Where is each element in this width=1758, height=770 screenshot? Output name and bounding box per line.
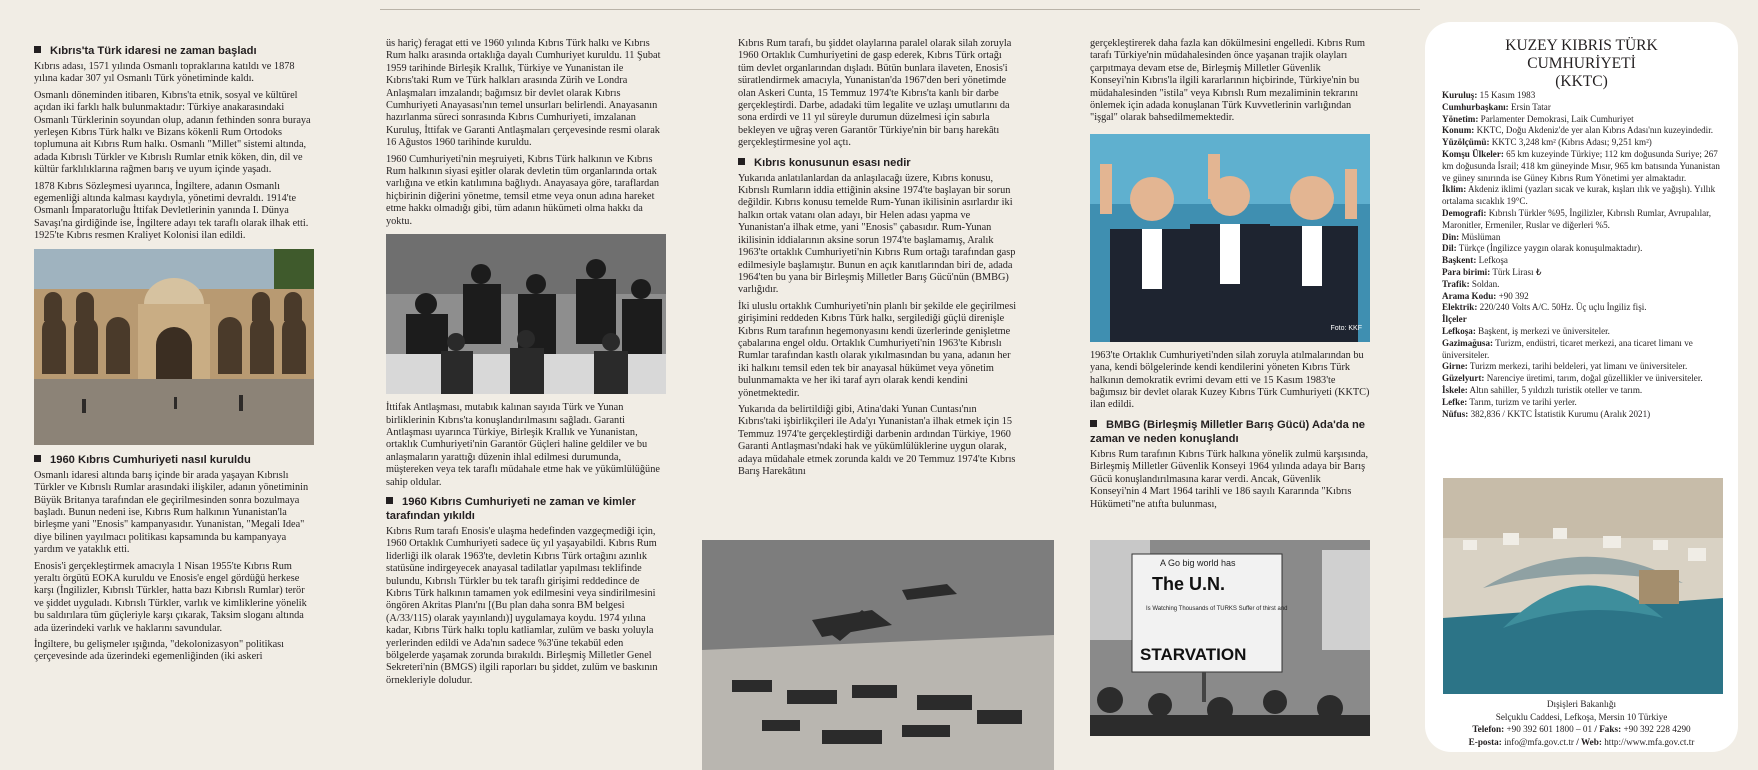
address: Selçuklu Caddesi, Lefkoşa, Mersin 10 Türkiye	[1495, 711, 1668, 722]
fact-row	[1442, 102, 1722, 114]
bullet-square-icon	[34, 455, 41, 462]
fact-row	[1442, 114, 1722, 126]
fact-label: İskele:	[1442, 384, 1468, 395]
photo-leaders-waving	[1090, 134, 1370, 342]
paragraph: Kıbrıs adası, 1571 yılında Osmanlı topraklarına katıldı ve 1878 yılına kadar 307 yıl Osmanlı Türk yönetiminde kaldı.	[34, 61, 295, 85]
fact-label: Elektrik:	[1442, 302, 1478, 313]
paragraph: Osmanlı idaresi altında barış içinde bir arada yaşayan Kıbrıslı Türkler ve Kıbrıslı Rumlar arasındaki ilişkiler, adanın yönetiminin Büyük Britanya tarafından ele geçirilmesinden sonra bozulmaya başladı. Bunun nedeni ise, Kıbrıs Rum halkının Yunanistan'la birleşme yani "Enosis" kampanyasıdır. Yunanistan, "Megali Idea" diye bilinen yayılmacı politikası kapsamında bu kampanyaya yardım ve yataklık etti.	[34, 469, 309, 556]
sign-starvation-text: STARVATION	[1140, 645, 1247, 664]
sign-middle-text: Is Watching Thousands of TURKS Suffer of thirst and	[1146, 606, 1288, 612]
fact-row	[1442, 137, 1722, 149]
paragraph: gerçekleştirerek daha fazla kan dökülmesini engelledi. Kıbrıs Rum tarafı Türkiye'nin müdahalesinden önce yaşanan trajik olayları çarpıtmaya devam etse de, Birleşmiş Milletler Güvenlik Konseyi'nin Kıbrıs'la ilgili kararlarının hiçbirinde, Türkiye'nin bu müdahalesinden "istila" veya Kıbrıslı Rum mezaliminin tekrarını önlemek için adada konuşlanan Türk Kuvvetlerinin varlığından "işgal" olarak bahsedilmemektedir.	[1090, 38, 1366, 124]
paragraph: üs hariç) feragat etti ve 1960 yılında Kıbrıs Türk halkı ve Kıbrıs Rum halkı arasında ortaklığa dayalı Cumhuriyet kuruldu. 11 Şubat 1959 tarihinde Birleşik Krallık, Türkiye ve Yunanistan ile Kıbrıs'taki Rum ve Türk halkları arasında Zürih ve Londra Anlaşmaları imzalandı; bağımsız bir devlet olarak Kıbrıs Cumhuriyeti Anayasası'nın temel unsurları belirlendi. Anayasanın hazırlanma süreci sonrasında Kıbrıs Cumhuriyeti, imzalanan Kuruluş, İttifak ve Garanti Antlaşmaları çerçevesinde resmi olarak 16 Ağustos 1960 tarihinde kuruldu.	[386, 38, 661, 149]
paragraph: Kıbrıs Rum tarafı Enosis'e ulaşma hedefinden vazgeçmediği için, 1960 Ortaklık Cumhuriyeti sadece üç yıl yaşayabildi. Kıbrıs Rum liderliği ilk olarak 1963'te, devletin Kıbrıs Türk ortağını azınlık statüsüne indirgeyecek anayasal tadilatlar yapılması teklifinde bulundu, Kıbrıslı Türkler bu tek taraflı girişimi reddedince de Kıbrıs Türk halkının tamamen yok edilmesini veya sindirilmesini öngören Akritas Planı'nı [(Bu plan daha sonra BM belgesi (A/33/115) olarak yayınlandı)] uygulamaya koydu. 1974 yılına kadar, Kıbrıs Türk halkı toplu katliamlar, zulüm ve baskı yoluyla yerlerinden edildi ve Ada'nın sadece %3'üne tekabül eden bölgelerde yaşamak zorunda bırakıldı. Birleşmiş Milletler Genel Sekreteri'nin (BMGS) ilgili raporları bu şiddet, zulüm ve baskının örnekleriyle doludur.	[386, 525, 658, 686]
fact-label: Para birimi:	[1442, 266, 1491, 277]
top-rule	[380, 9, 1420, 10]
fact-label: Konum:	[1442, 125, 1475, 136]
fact-label: Trafik:	[1442, 278, 1470, 289]
paragraph: Yukarıda da belirtildiği gibi, Atina'daki Yunan Cuntası'nın Kıbrıs'taki işbirlikçileri ile Ada'yı Yunanistan'a ilhak etmek için 15 Temmuz 1974'te gerçekleştirdiği darbenin ardından Türkiye, 1960 Garanti Antlaşması'ndaki hak ve yükümlülüklerine uygun olarak, adaya müdahale etmek zorunda kaldı ve 20 Temmuz 1974'te Kıbrıs Barış Harekâtını	[738, 403, 1016, 477]
fact-row	[1442, 208, 1722, 232]
paragraph: Yukarıda anlatılanlardan da anlaşılacağı üzere, Kıbrıs konusu, Kıbrıslı Rumların iddia ettiğinin aksine 1974'te başlayan bir sorun değildir. Kıbrıs konusu temelde Rum-Yunan ikilisinin asırlardır iki halkın ortak vatanı olan adayı, bir Helen adası yapma ve Yunanistan'a ilhak etme, yani "Enosis" çabasıdır. Rum-Yunan ikilisinin iddialarının aksine sorun 1974'te başlamamış, Aralık 1963'te ortaklık Cumhuriyeti'nin Kıbrıs Rum ortağı tarafından gasp edilmesiyle başlamıştır. Bunun en açık kanıtlarından biri de, adada 1964'ten bu yana bir Birleşmiş Milletler Barış Gücü'nün (BMBG) varlığıdır.	[738, 172, 1016, 296]
fact-value: KKTC, Doğu Akdeniz'de yer alan Kıbrıs Adası'nın kuzeyindedir.	[1476, 125, 1714, 136]
paragraph: 1963'te Ortaklık Cumhuriyeti'nden silah zoruyla atılmalarından bu yana, kendi bölgelerinde kendi kendilerini yöneten Kıbrıs Türk halkının demokratik evrimi devam etti ve 15 Kasım 1983'te bağımsız bir devlet olarak Kuzey Kıbrıs Türk Cumhuriyeti (KKTC) ilan edildi.	[1090, 349, 1370, 411]
section-heading: Kıbrıs konusunun esası nedir	[738, 156, 1020, 170]
section-heading: Kıbrıs'ta Türk idaresi ne zaman başladı	[34, 44, 314, 58]
fact-value: 382,836 / KKTC İstatistik Kurumu (Aralık 2021)	[1470, 408, 1651, 419]
fact-value: Turizm merkezi, tarihi beldeleri, yat limanı ve üniversiteler.	[1469, 361, 1688, 372]
bullet-square-icon	[386, 497, 393, 504]
fact-value: Türkçe (İngilizce yaygın olarak konuşulmaktadır).	[1458, 243, 1643, 254]
paragraph: İngiltere, bu gelişmeler ışığında, "dekolonizasyon" politikası çerçevesinde ada üzerindeki egemenliğinden (iki askeri	[34, 638, 285, 663]
column-4	[1090, 38, 1372, 515]
fact-value: Lefkoşa	[1478, 255, 1508, 266]
fact-row	[1442, 373, 1722, 385]
photo-kyrenia-harbour	[1443, 478, 1723, 694]
fact-list	[1442, 90, 1722, 420]
fact-label: Başkent:	[1442, 255, 1477, 266]
fact-label: Nüfus:	[1442, 408, 1469, 419]
fact-row	[1442, 338, 1722, 362]
fact-label: Kuruluş:	[1442, 90, 1478, 100]
section-heading: 1960 Kıbrıs Cumhuriyeti ne zaman ve kimler tarafından yıkıldı	[386, 495, 636, 522]
fact-value: Parlamenter Demokrasi, Laik Cumhuriyet	[1480, 113, 1634, 124]
fact-label: İlçeler	[1442, 314, 1467, 325]
fact-row	[1442, 232, 1722, 244]
fact-row	[1442, 385, 1722, 397]
fact-value: Ersin Tatar	[1511, 101, 1551, 112]
photo-1974-landing-beach	[702, 540, 1054, 770]
paragraph: 1878 Kıbrıs Sözleşmesi uyarınca, İngiltere, adanın Osmanlı egemenliği altında kalması kaydıyla, yönetimi devraldı. 1914'te Osmanlı İmparatorluğu İttifak Devletlerinin yanında I. Dünya Savaşı'na girdiğinde ise, İngiltere adayı tek taraflı olarak ilhak etti. 1925'te Kıbrıs resmen Kraliyet Kolonisi ilan edildi.	[34, 180, 309, 242]
fact-label: Lefkoşa:	[1442, 325, 1476, 336]
fact-value: KKTC 3,248 km² (Kıbrıs Adası; 9,251 km²)	[1491, 137, 1652, 148]
fact-value: 15 Kasım 1983	[1479, 90, 1536, 100]
panel-title: KUZEY KIBRIS TÜRK CUMHURİYETİ (KKTC)	[1505, 37, 1658, 90]
section-heading: BMBG (Birleşmiş Milletler Barış Gücü) Ada'da ne zaman ve neden konuşlandı	[1090, 418, 1365, 445]
fact-row	[1442, 255, 1722, 267]
section-heading: 1960 Kıbrıs Cumhuriyeti nasıl kuruldu	[34, 453, 314, 467]
fact-row	[1442, 243, 1722, 255]
web-link[interactable]: http://www.mfa.gov.ct.tr	[1604, 736, 1695, 747]
sign-un-text: The U.N.	[1152, 574, 1226, 594]
fact-value: Altın sahiller, 5 yıldızlı turistik oteller ve tarım.	[1469, 384, 1643, 395]
paragraph: Enosis'i gerçekleştirmek amacıyla 1 Nisan 1955'te Kıbrıs Rum yeraltı örgütü EOKA kuruldu ve Enosis'e engel gördüğü herkese karşı (İngilizler, Kıbrıslı Türkler, hatta bazı Kıbrıslı Rumlar) terör ve şiddet uyguladı. Kıbrıslı Türkler, varlık ve kimliklerine yönelik bu saldırılara tüm güçleriyle karşı çıkarak, Taksim sloganı altında ada üzerindeki varlık ve haklarını savundular.	[34, 560, 307, 634]
fact-value: +90 392	[1498, 290, 1529, 301]
fact-value: Akdeniz iklimi (yazları sıcak ve kurak, kışları ılık ve yağışlı). Yıllık ortalama sıcaklık 19°C.	[1442, 184, 1716, 207]
fact-label: Arama Kodu:	[1442, 290, 1497, 301]
paragraph: Kıbrıs Rum tarafı, bu şiddet olaylarına paralel olarak silah zoruyla 1960 Ortaklık Cumhuriyetini de gasp ederek, Kıbrıs Türk ortağı tüm devlet organlarından dışladı. Bütün bunlara ilaveten, Enosis'i süratlendirmek amacıyla, Yunanistan'da 1967'den beri yönetimde olan Askeri Cunta, 15 Temmuz 1974'te Kıbrıs'ta kanlı bir darbe gerçekleştirdi. Darbe, adadaki tüm legalite ve uzlaşı umutlarını da sona erdirdi ve 11 yıl süreyle durumun düzelmesi için sabırla bekleyen ve uğraş veren Garantör Türkiye'nin bir barış harekâtı gerçekleştirmesine yol açtı.	[738, 38, 1012, 149]
fact-label: Lefke:	[1442, 396, 1468, 407]
fact-value: Narenciye üretimi, tarım, doğal güzellikler ve üniversiteler.	[1486, 373, 1703, 384]
fact-value: Turizm, endüstri, ticaret merkezi, ana ticaret limanı ve üniversiteler.	[1442, 337, 1693, 360]
fact-row	[1442, 314, 1722, 326]
email-link[interactable]: info@mfa.gov.ct.tr	[1504, 736, 1574, 747]
fact-label: Girne:	[1442, 361, 1468, 372]
fact-row	[1442, 361, 1722, 373]
fact-value: Tarım, turizm ve tarihi yerler.	[1469, 396, 1577, 407]
column-1	[34, 38, 314, 668]
kktc-fact-panel	[1425, 22, 1738, 752]
fact-value: Başkent, iş merkezi ve üniversiteler.	[1478, 325, 1610, 336]
fact-label: Yüzölçümü:	[1442, 137, 1490, 148]
fact-value: Müslüman	[1461, 231, 1501, 242]
photo-starvation-protest	[1090, 540, 1370, 736]
fact-row	[1442, 397, 1722, 409]
fact-label: İklim:	[1442, 184, 1467, 195]
fact-label: Yönetim:	[1442, 113, 1479, 124]
paragraph: İttifak Antlaşması, mutabık kalınan sayıda Türk ve Yunan birliklerinin Kıbrıs'ta konuşlandırılmasını sağladı. Garanti Antlaşması uyarınca Türkiye, Birleşik Krallık ve Yunanistan, ortaklık Cumhuriyeti'nin Garantör Güçleri haline geldiler ve bu anlaşmaların yarattığı düzenin ihlal edilmesi durumunda, müştereken veya tek taraflı müdahale etme hak ve yükümlülüğüne sahip oldular.	[386, 402, 660, 488]
sign-top-text: A Go big world has	[1160, 558, 1236, 568]
paragraph: 1960 Cumhuriyeti'nin meşruiyeti, Kıbrıs Türk halkının ve Kıbrıs Rum halkının siyasi eşitler olarak devletin tüm organlarında ortak varlığına ve etkin katılımına bağlıydı. Anayasaya göre, taraflardan hiçbirinin diğerini yönetme, temsil etme veya onun adına hareket etme hakkı olmadığı gibi, tüm adanın hükümeti olma hakkı da yoktu.	[386, 153, 660, 227]
bullet-square-icon	[738, 158, 745, 165]
fact-value: 65 km kuzeyinde Türkiye; 112 km doğusunda Suriye; 267 km doğusunda İsrail; 418 km güneyinde Mısır, 965 km batısında Yunanistan ve güney sınırında ise Güney Kıbrıs Rum Yönetimi yer almaktadır.	[1442, 148, 1720, 183]
bullet-square-icon	[1090, 420, 1097, 427]
fact-row	[1442, 90, 1722, 102]
fact-value: Kıbrıslı Türkler %95, İngilizler, Kıbrıslı Rumlar, Avrupalılar, Maronitler, Ermeniler, Ruslar ve diğerleri %5.	[1442, 207, 1712, 230]
fact-value: 220/240 Volts A/C. 50Hz. Üç uçlu İngiliz fişi.	[1479, 302, 1647, 313]
fact-value: Türk Lirası ₺	[1492, 266, 1542, 277]
paragraph: Kıbrıs Rum tarafının Kıbrıs Türk halkına yönelik zulmü karşısında, Birleşmiş Milletler Güvenlik Konseyi 1964 yılında adaya bir Barış Gücü konuşlandırılmasına karar verdi. Ancak, Güvenlik Konseyi'nin 4 Mart 1964 tarihli ve 186 sayılı Kararında "Kıbrıs Hükümeti"ne atıfta bulunması,	[1090, 448, 1369, 510]
fact-row	[1442, 184, 1722, 208]
fact-row	[1442, 302, 1722, 314]
column-3	[738, 38, 1020, 482]
phone-line: Telefon: +90 392 601 1800 – 01 / Faks: +90 392 228 4290	[1472, 724, 1691, 735]
fact-label: Din:	[1442, 231, 1460, 242]
fact-row	[1442, 409, 1722, 421]
fact-label: Gazimağusa:	[1442, 337, 1494, 348]
fact-label: Cumhurbaşkanı:	[1442, 101, 1509, 112]
fact-label: Demografi:	[1442, 207, 1487, 218]
photo-1960-treaty-signing	[386, 234, 666, 394]
web-line: E-posta: info@mfa.gov.ct.tr / Web: http://www.mfa.gov.ct.tr	[1468, 736, 1695, 747]
fact-label: Komşu Ülkeler:	[1442, 148, 1504, 159]
fact-row	[1442, 279, 1722, 291]
fact-row	[1442, 267, 1722, 279]
fact-label: Güzelyurt:	[1442, 373, 1485, 384]
fact-value: Soldan.	[1471, 278, 1500, 289]
column-2	[386, 38, 666, 691]
paragraph: İki uluslu ortaklık Cumhuriyeti'nin planlı bir şekilde ele geçirilmesi girişimini reddeden Kıbrıs Türk halkı, sergilediği güçlü direnişle Kıbrıs Rum tarafının hegemonyasını kendi üzerlerinde genişletme çabalarına engel oldu. Ortaklık Cumhuriyeti'nin 1963'te Kıbrıslı Rumlar tarafından kastlı olarak yıkılmasından bu yana, adanın her iki halkını temsil eden tek bir anayasal hükümet veya yönetim bulunmamakta ve her iki taraf ayrı olarak kendi kendini yönetmektedir.	[738, 300, 1017, 399]
bullet-square-icon	[34, 46, 41, 53]
fact-row	[1442, 125, 1722, 137]
fact-row	[1442, 291, 1722, 303]
paragraph: Osmanlı döneminden itibaren, Kıbrıs'ta etnik, sosyal ve kültürel açıdan iki farklı halk bulunmaktadır: Türkiye anakarasındaki Osmanlı Türklerinin soyundan olup, adanın fethinden sonra buraya yerleşen Kıbrıs Türk halkı ve Bizans kökenli Rum Ortodoks toplumuna ait Kıbrıs Rum halkı. Osmanlı "Millet" sistemi altında, adada Kıbrıslı Türkler ve Kıbrıslı Rumlar etnik köken, din, dil ve kültür farklılıklarına rağmen barış ve uyum içinde yaşadı.	[34, 89, 311, 176]
fact-row	[1442, 149, 1722, 184]
contact-footer	[1435, 698, 1728, 748]
ministry-name: Dışişleri Bakanlığı	[1546, 699, 1617, 709]
fact-row	[1442, 326, 1722, 338]
fact-label: Dil:	[1442, 243, 1457, 254]
photo-buyuk-han-courtyard	[34, 249, 314, 445]
photo-credit: Foto: KKF	[1330, 325, 1362, 333]
